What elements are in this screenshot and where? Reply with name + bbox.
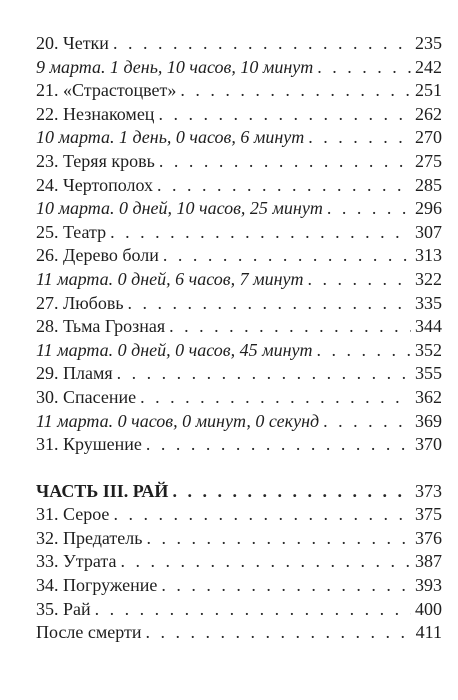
toc-entry (36, 103, 442, 127)
dot-leader (120, 550, 411, 574)
entry-title: 25. Театр (36, 221, 107, 242)
entry-title: 26. Дерево боли (36, 245, 159, 266)
dot-leader (317, 56, 411, 80)
entry-title: 24. Чертополох (36, 174, 154, 195)
entry-title: 23. Теряя кровь (36, 150, 155, 171)
toc-entry (36, 410, 442, 434)
entry-title: 20. Четки (36, 33, 109, 53)
entry-page-number: 275 (415, 150, 442, 171)
dot-leader (161, 574, 411, 598)
toc-entry (36, 174, 442, 198)
entry-title: 11 марта. 0 часов, 0 минут, 0 секунд (36, 410, 320, 431)
dot-leader (308, 126, 411, 150)
toc-entry (36, 56, 442, 80)
entry-title: 21. «Страстоцвет» (36, 80, 177, 101)
toc-entry (36, 244, 442, 268)
dot-leader (128, 292, 411, 316)
entry-page-number: 344 (415, 316, 442, 337)
entry-page-number: 355 (415, 363, 442, 384)
part-title: ЧАСТЬ III. РАЙ (36, 480, 169, 501)
entry-title: 33. Утрата (36, 551, 117, 572)
entry-page-number: 335 (415, 292, 442, 313)
toc-entry (36, 503, 442, 527)
entry-page-number: 313 (415, 245, 442, 266)
entry-title: 32. Предатель (36, 527, 143, 548)
entry-page-number: 285 (415, 174, 442, 195)
dot-leader (146, 527, 411, 551)
entry-title: 28. Тьма Грозная (36, 316, 166, 337)
entry-page-number: 322 (415, 268, 442, 289)
entry-page-number: 296 (415, 198, 442, 219)
entry-title: После смерти (36, 622, 142, 643)
entry-page-number: 387 (415, 551, 442, 572)
dot-leader (113, 503, 411, 527)
entry-title: 31. Серое (36, 504, 110, 525)
dot-leader (140, 386, 411, 410)
toc-entry (36, 598, 442, 622)
dot-leader (327, 197, 411, 221)
entry-page-number: 262 (415, 103, 442, 124)
entry-page-number: 362 (415, 386, 442, 407)
dot-leader (157, 174, 411, 198)
entry-title: 11 марта. 0 дней, 6 часов, 7 минут (36, 268, 304, 289)
dot-leader (159, 150, 411, 174)
entry-page-number: 375 (415, 504, 442, 525)
toc-entry (36, 621, 442, 645)
entry-title: 29. Пламя (36, 363, 113, 384)
dot-leader (163, 244, 411, 268)
entry-page-number: 411 (415, 622, 442, 643)
toc-entry (36, 433, 442, 457)
dot-leader (172, 480, 411, 504)
entry-page-number: 393 (415, 575, 442, 596)
toc-entry (36, 315, 442, 339)
toc-entry (36, 292, 442, 316)
toc-entry (36, 79, 442, 103)
toc-entry (36, 197, 442, 221)
toc-entry (36, 268, 442, 292)
entry-title: 34. Погружение (36, 575, 158, 596)
entry-title: 10 марта. 1 день, 0 часов, 6 минут (36, 127, 305, 148)
entry-page-number: 400 (415, 598, 442, 619)
entry-title: 11 марта. 0 дней, 0 часов, 45 минут (36, 339, 313, 360)
dot-leader (117, 362, 411, 386)
toc-entry (36, 527, 442, 551)
entry-page-number: 369 (415, 410, 442, 431)
entry-title: 9 марта. 1 день, 10 часов, 10 минут (36, 56, 314, 77)
toc-entry (36, 386, 442, 410)
toc-entry (36, 221, 442, 245)
entry-page-number: 370 (415, 434, 442, 455)
entry-page-number: 251 (415, 80, 442, 101)
dot-leader (110, 221, 411, 245)
toc-entry (36, 32, 442, 56)
dot-leader (158, 103, 411, 127)
dot-leader (113, 32, 411, 56)
toc-entry (36, 550, 442, 574)
dot-leader (146, 621, 412, 645)
dot-leader (323, 410, 411, 434)
dot-leader (95, 598, 411, 622)
entry-page-number: 352 (415, 339, 442, 360)
toc-entry (36, 126, 442, 150)
entry-title: 35. Рай (36, 598, 91, 619)
toc-entry (36, 574, 442, 598)
dot-leader (169, 315, 411, 339)
toc-entry (36, 150, 442, 174)
dot-leader (146, 433, 411, 457)
table-of-contents (36, 32, 442, 645)
toc-entry (36, 339, 442, 363)
entry-title: 22. Незнакомец (36, 103, 155, 124)
dot-leader (308, 268, 411, 292)
dot-leader (180, 79, 411, 103)
entry-title: 10 марта. 0 дней, 10 часов, 25 минут (36, 198, 323, 219)
part-page-number: 373 (415, 480, 442, 501)
entry-title: 30. Спасение (36, 386, 137, 407)
dot-leader (317, 339, 411, 363)
entry-page-number: 307 (415, 221, 442, 242)
entry-page-number: 270 (415, 127, 442, 148)
entry-page-number: 235 (415, 33, 442, 53)
entry-title: 31. Крушение (36, 434, 142, 455)
entry-page-number: 376 (415, 527, 442, 548)
part-heading (36, 480, 442, 504)
entry-page-number: 242 (415, 56, 442, 77)
entry-title: 27. Любовь (36, 292, 124, 313)
toc-entry (36, 362, 442, 386)
